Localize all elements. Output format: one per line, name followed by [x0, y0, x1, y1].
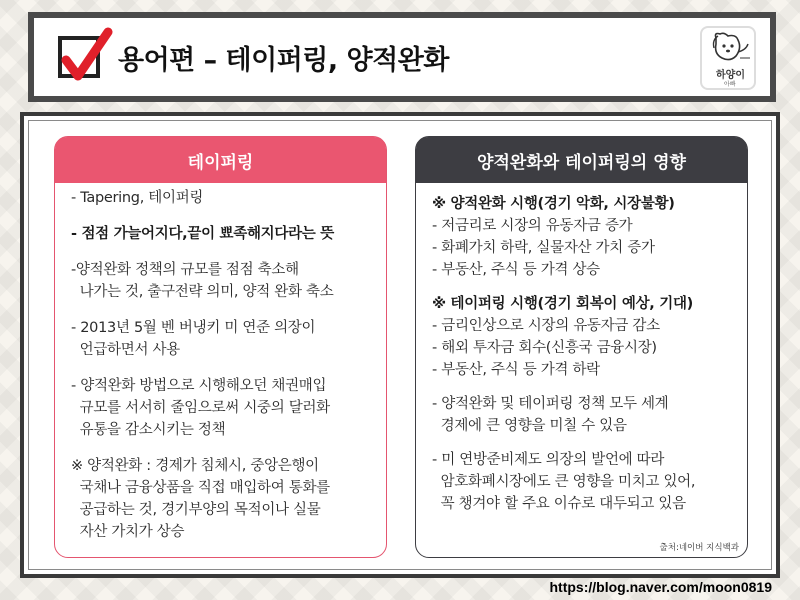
tapering-text-line: -양적완화 정책의 규모를 점점 축소해 [71, 262, 299, 278]
spacer [432, 381, 737, 393]
check-mark-icon [60, 26, 116, 86]
spacer [432, 281, 737, 293]
header-banner [28, 12, 776, 102]
blog-logo [700, 26, 756, 90]
impact-text-line: - 양적완화 및 테이퍼링 정책 모두 세계 [432, 396, 669, 412]
spacer [71, 441, 376, 455]
checkbox-icon [58, 36, 100, 78]
tapering-text-line: 자산 가치가 상승 [71, 524, 185, 540]
dog-logo-icon [706, 30, 752, 68]
impact-text-line: 꼭 챙겨야 할 주요 이슈로 대두되고 있음 [432, 496, 686, 512]
tapering-text-line: ※ 양적완화 : 경제가 침체시, 중앙은행이 [71, 458, 319, 474]
page-title: 용어편 – 테이퍼링, 양적완화 [118, 45, 449, 76]
tapering-text-line: 유통을 감소시키는 정책 [71, 422, 226, 438]
impact-card-heading: 양적완화와 테이퍼링의 영향 [416, 137, 747, 183]
impact-text-line: - 부동산, 주식 등 가격 하락 [432, 362, 600, 378]
tapering-text-line: 나가는 것, 출구전략 의미, 양적 완화 축소 [71, 284, 334, 300]
tapering-text-line: 언급하면서 사용 [71, 342, 180, 358]
tapering-card [54, 136, 387, 558]
impact-text-line: - 화폐가치 하락, 실물자산 가치 증가 [432, 240, 655, 256]
tapering-text-line: 규모를 서서히 줄임으로써 시중의 달러화 [71, 400, 330, 416]
tapering-text-line: - 양적완화 방법으로 시행해오던 채권매입 [71, 378, 327, 394]
impact-text-line: - 저금리로 시장의 유동자금 증가 [432, 218, 633, 234]
impact-text-line: - 금리인상으로 시장의 유동자금 감소 [432, 318, 660, 334]
tapering-text-line: - Tapering, 테이퍼링 [71, 190, 204, 206]
impact-card [415, 136, 748, 558]
impact-text-line: 암호화폐시장에도 큰 영향을 미치고 있어, [432, 474, 696, 490]
tapering-text-line: - 점점 가늘어지다,끝이 뾰족해지다라는 뜻 [71, 226, 334, 242]
tapering-text-line: - 2013년 5월 벤 버냉키 미 연준 의장이 [71, 320, 316, 336]
tapering-text-line: 국채나 금융상품을 직접 매입하여 통화를 [71, 480, 330, 496]
logo-text: 하양이 [716, 70, 745, 81]
blog-url[interactable]: https://blog.naver.com/moon0819 [549, 579, 772, 595]
source-note: 출처:네이버 지식백과 [659, 543, 739, 553]
spacer [432, 437, 737, 449]
tapering-text-line: 공급하는 것, 경기부양의 목적이나 실물 [71, 502, 321, 518]
logo-subtext: 아빠 [724, 81, 736, 88]
spacer [71, 245, 376, 259]
tapering-card-heading: 테이퍼링 [55, 137, 386, 183]
impact-section-title: ※ 양적완화 시행(경기 악화, 시장불황) [432, 196, 675, 212]
spacer [71, 303, 376, 317]
impact-text-line: - 부동산, 주식 등 가격 상승 [432, 262, 600, 278]
spacer [71, 361, 376, 375]
impact-section-title: ※ 테이퍼링 시행(경기 회복이 예상, 기대) [432, 296, 694, 312]
main-panel [20, 112, 780, 578]
impact-text-line: - 해외 투자금 회수(신흥국 금융시장) [432, 340, 657, 356]
tapering-card-body [55, 183, 386, 543]
impact-text-line: - 미 연방준비제도 의장의 발언에 따라 [432, 452, 665, 468]
impact-text-line: 경제에 큰 영향을 미칠 수 있음 [432, 418, 627, 434]
spacer [71, 209, 376, 223]
impact-card-body [416, 183, 747, 515]
